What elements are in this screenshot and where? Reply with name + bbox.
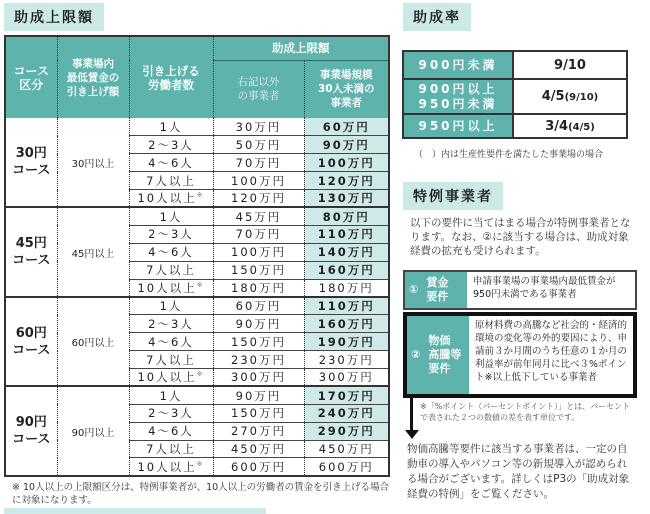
limit-small: 60万円 (304, 118, 389, 136)
limit-small: 80万円 (304, 207, 389, 225)
limit-other: 270万円 (213, 422, 304, 440)
worker-count: 4～6人 (129, 154, 213, 172)
rate-value: 3/4 (545, 118, 569, 134)
table-row (5, 118, 389, 136)
header-other: 右記以外 の事業者 (213, 60, 304, 118)
worker-count: 10人以上※ (129, 368, 213, 386)
wage-increase: 60円以上 (57, 297, 129, 386)
limit-small: 450万円 (304, 440, 389, 458)
limit-small: 230万円 (304, 351, 389, 369)
limit-small: 130万円 (304, 190, 389, 208)
worker-count: 2～3人 (129, 136, 213, 154)
requirement-price (403, 312, 637, 398)
limit-other: 30万円 (213, 118, 304, 136)
limit-small: 100万円 (304, 154, 389, 172)
limit-small: 160万円 (304, 261, 389, 279)
limit-other: 70万円 (213, 154, 304, 172)
limit-small: 240万円 (304, 404, 389, 422)
header-wage: 事業場内 最低賃金の 引き上げ額 (57, 36, 129, 118)
mark: ※ (196, 191, 205, 200)
table-row (5, 297, 389, 315)
course-name: 45円 コース (5, 207, 57, 296)
worker-count: 7人以上 (129, 351, 213, 369)
limit-small: 160万円 (304, 315, 389, 333)
rate-productivity: (9/10) (564, 92, 599, 103)
limit-other: 90万円 (213, 386, 304, 404)
rate-table (402, 50, 628, 139)
limit-small: 110万円 (304, 297, 389, 315)
limit-small: 290万円 (304, 422, 389, 440)
req-text: 原材料費の高騰など社会的・経済的環境の変化等の外的要因により、申請前３か月間のうち任意の１か月の利益率が前年同月に比べ３%ポイント※以上低下している事業者 (475, 320, 628, 383)
worker-count: 1人 (129, 386, 213, 404)
mark: ※ (196, 459, 205, 468)
rate-key: 900円未満 (403, 51, 513, 79)
limit-other: 50万円 (213, 136, 304, 154)
special-intro: 以下の要件に当てはまる場合が特例事業者となります。なお、②に該当する場合は、助成対象経費の拡充も受けられます。 (410, 217, 631, 257)
worker-count: 2～3人 (129, 404, 213, 422)
arrow-shaft (410, 396, 413, 430)
course-name: 30円 コース (5, 118, 57, 207)
req-number: ② (411, 348, 421, 361)
requirements-table (403, 270, 637, 398)
worker-count: 2～3人 (129, 315, 213, 333)
limit-other: 120万円 (213, 190, 304, 208)
worker-count: 4～6人 (129, 243, 213, 261)
rate-key: 900円以上 950円未満 (403, 79, 513, 114)
rate-value: 9/10 (554, 57, 586, 73)
limit-small: 180万円 (304, 279, 389, 297)
point-note: ※「%ポイント（パーセントポイント）」とは、パーセントで表された２つの数値の差を表す単位です。 (420, 402, 630, 422)
special-bottom-text: 物価高騰等要件に該当する事業者は、一定の自動車の導入やパソコン等の新規導入が認められる場合がございます。詳しくはP3の「助成対象経費の特例」をご覧ください。 (407, 443, 630, 500)
limit-other: 45万円 (213, 207, 304, 225)
limit-other: 60万円 (213, 297, 304, 315)
limit-other: 300万円 (213, 368, 304, 386)
rate-note: （ ）内は生産性要件を満たした事業場の場合 (414, 150, 604, 160)
limit-other: 150万円 (213, 404, 304, 422)
rate-productivity: (4/5) (568, 121, 595, 133)
rate-key: 950円以上 (403, 114, 513, 138)
header-small: 事業場規模 30人未満の 事業者 (304, 60, 389, 118)
worker-count: 1人 (129, 207, 213, 225)
limit-small: 190万円 (304, 333, 389, 351)
limit-small: 600万円 (304, 458, 389, 476)
course-name: 90円 コース (5, 386, 57, 475)
limit-small: 170万円 (304, 386, 389, 404)
limit-small: 90万円 (304, 136, 389, 154)
header-limit: 助成上限額 (213, 36, 389, 60)
limit-other: 230万円 (213, 351, 304, 369)
limit-small: 110万円 (304, 225, 389, 243)
table-row (5, 207, 389, 225)
worker-count: 10人以上※ (129, 279, 213, 297)
limit-other: 100万円 (213, 172, 304, 190)
worker-count: 2～3人 (129, 225, 213, 243)
worker-count: 7人以上 (129, 172, 213, 190)
limit-other: 150万円 (213, 261, 304, 279)
special-title: 特例事業者 (403, 182, 503, 210)
req-number: ① (409, 283, 419, 296)
limit-other: 600万円 (213, 458, 304, 476)
limit-small: 120万円 (304, 172, 389, 190)
worker-count: 4～6人 (129, 333, 213, 351)
worker-count: 10人以上※ (129, 458, 213, 476)
mark: ※ (196, 370, 205, 379)
header-workers: 引き上げる 労働者数 (129, 36, 213, 118)
req-label: 賃金 要件 (426, 276, 449, 303)
worker-count: 1人 (129, 297, 213, 315)
requirement-wage (403, 270, 637, 310)
rate-value: 4/5 (541, 89, 565, 104)
limit-other: 90万円 (213, 315, 304, 333)
rate-title: 助成率 (403, 3, 471, 31)
limit-other: 450万円 (213, 440, 304, 458)
header-course: コース 区分 (5, 36, 57, 118)
mark: ※ (196, 280, 205, 289)
worker-count: 4～6人 (129, 422, 213, 440)
limit-other: 180万円 (213, 279, 304, 297)
req-text: 申請事業場の事業場内最低賃金が950円未満である事業者 (473, 276, 616, 300)
course-name: 60円 コース (5, 297, 57, 386)
worker-count: 1人 (129, 118, 213, 136)
limit-other: 150万円 (213, 333, 304, 351)
req-label: 物価 高騰等 要件 (428, 334, 462, 375)
wage-increase: 90円以上 (57, 386, 129, 475)
table-row (5, 386, 389, 404)
limit-other: 100万円 (213, 243, 304, 261)
table-footnote: ※ 10人以上の上限額区分は、特例事業者が、10人以上の労働者の賃金を引き上げる場合に対象になります。 (12, 482, 390, 506)
limit-other: 70万円 (213, 225, 304, 243)
upper-limit-table (4, 35, 390, 477)
worker-count: 10人以上※ (129, 190, 213, 208)
limit-small: 300万円 (304, 368, 389, 386)
wage-increase: 45円以上 (57, 207, 129, 296)
upper-limit-title: 助成上限額 (4, 3, 104, 31)
limit-small: 140万円 (304, 243, 389, 261)
arrow-down-icon (405, 430, 419, 439)
bottom-band (4, 508, 266, 514)
wage-increase: 30円以上 (57, 118, 129, 207)
worker-count: 7人以上 (129, 261, 213, 279)
worker-count: 7人以上 (129, 440, 213, 458)
